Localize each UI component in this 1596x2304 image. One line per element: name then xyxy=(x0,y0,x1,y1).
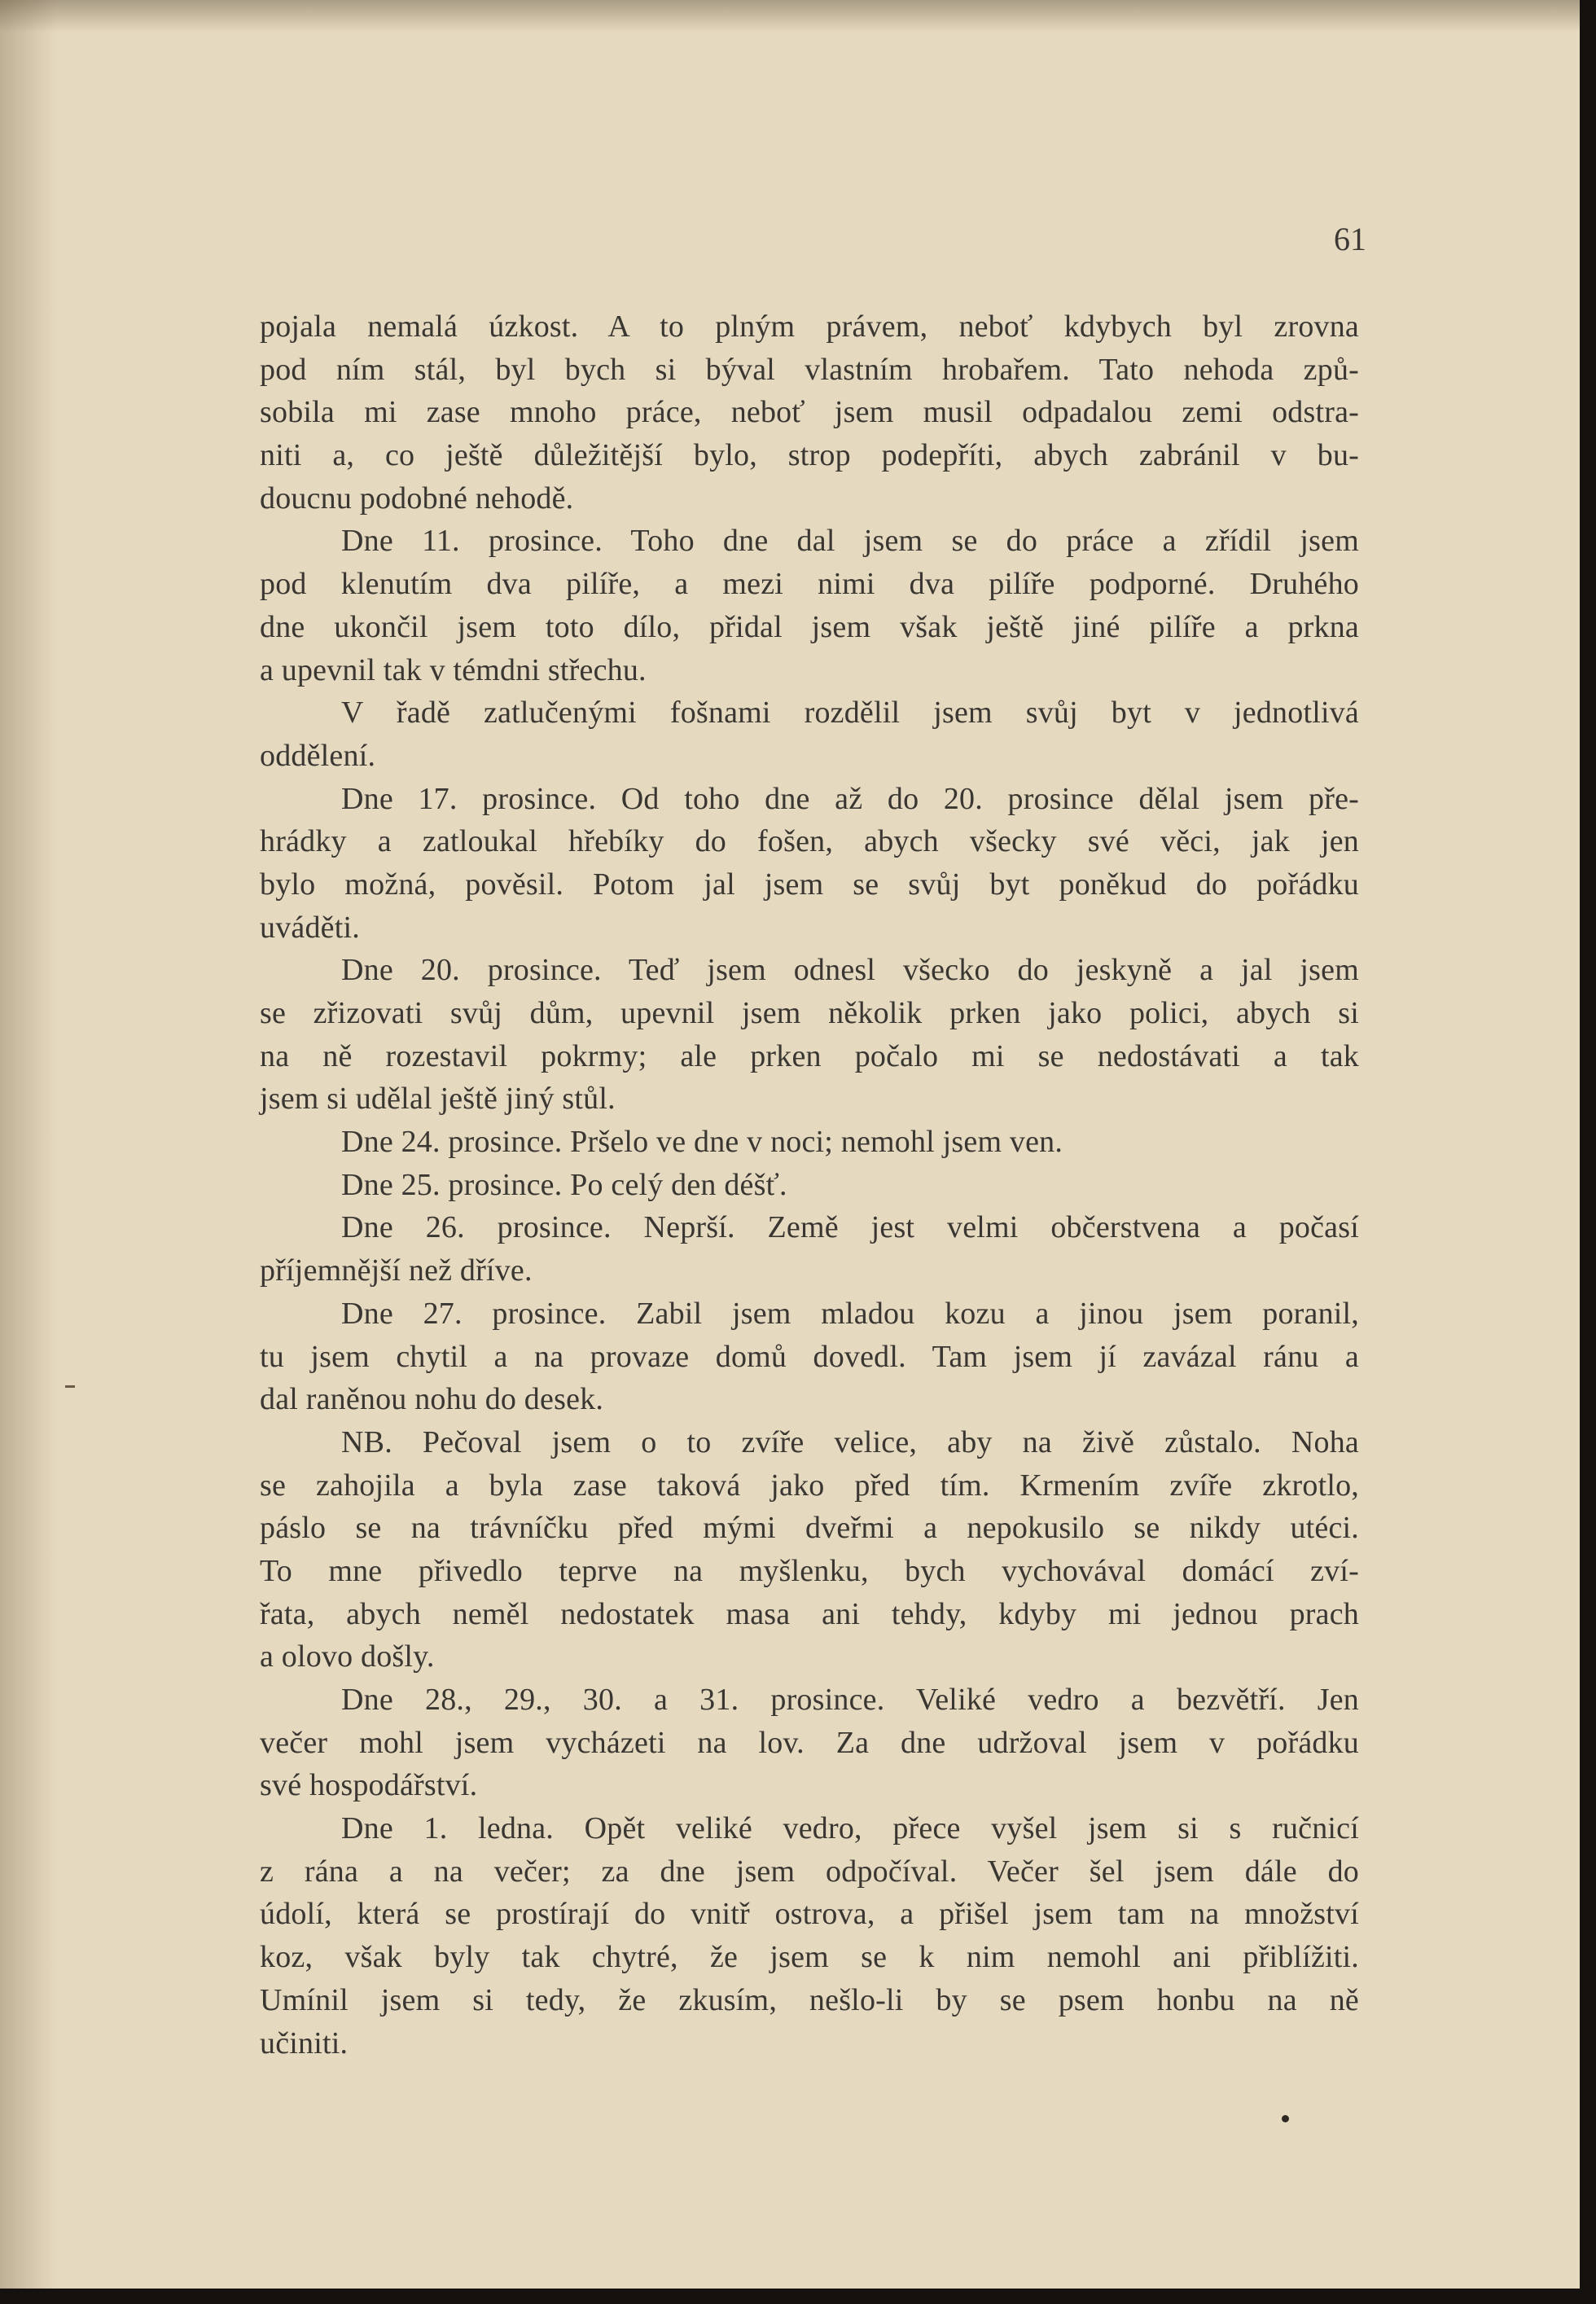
text-line: učiniti. xyxy=(260,2025,349,2060)
text-line: bylo možná, pověsil. Potom jal jsem se svůj byt poněkud do pořádku xyxy=(260,867,1359,902)
text-line: Umínil jsem si tedy, že zkusím, nešlo-li by se psem honbu na ně xyxy=(260,1982,1359,2017)
text-line: jsem si udělal ještě jiný stůl. xyxy=(260,1082,616,1117)
text-line: Dne 20. prosince. Teď jsem odnesl všecko do jeskyně a jal jsem xyxy=(341,953,1359,988)
text-line: údolí, která se prostírají do vnitř ostrova, a přišel jsem tam na množství xyxy=(260,1897,1359,1932)
text-line: se zahojila a byla zase taková jako před tím. Krmením zvíře zkrotlo, xyxy=(260,1468,1359,1503)
text-line: Dne 28., 29., 30. a 31. prosince. Veliké vedro a bezvětří. Jen xyxy=(341,1683,1359,1717)
text-line: hrádky a zatloukal hřebíky do fošen, abych všecky své věci, jak jen xyxy=(260,824,1359,859)
text-line: V řadě zatlučenými fošnami rozdělil jsem svůj byt v jednotlivá xyxy=(341,696,1359,731)
text-line: na ně rozestavil pokrmy; ale prken počalo mi se nedostávati a tak xyxy=(260,1038,1359,1073)
text-line: uváděti. xyxy=(260,910,360,945)
scan-border-right xyxy=(1580,0,1596,2304)
text-line: a olovo došly. xyxy=(260,1639,435,1674)
text-line: páslo se na trávníčku před mými dveřmi a nepokusilo se nikdy utéci. xyxy=(260,1511,1359,1546)
text-line: doucnu podobné nehodě. xyxy=(260,481,574,516)
text-line: a upevnil tak v témdni střechu. xyxy=(260,652,647,687)
text-line: Dne 25. prosince. Po celý den déšť. xyxy=(341,1167,787,1202)
text-line: příjemnější než dříve. xyxy=(260,1253,533,1288)
text-line: pojala nemalá úzkost. A to plným právem, neboť kdybych byl zrovna xyxy=(260,309,1359,344)
text-line: se zřizovati svůj dům, upevnil jsem několik prken jako polici, abych si xyxy=(260,996,1359,1030)
text-line: koz, však byly tak chytré, že jsem se k nim nemohl ani přiblížiti. xyxy=(260,1940,1359,1975)
body-text xyxy=(260,305,1359,2065)
text-line: niti a, co ještě důležitější bylo, strop podepříti, abych zabránil v bu- xyxy=(260,438,1359,473)
scan-border-bottom xyxy=(0,2289,1596,2304)
text-line: pod ním stál, byl bych si býval vlastním hrobařem. Tato nehoda způ- xyxy=(260,352,1359,387)
text-line: Dne 1. ledna. Opět veliké vedro, přece vyšel jsem si s ručnicí xyxy=(341,1811,1359,1846)
text-line: oddělení. xyxy=(260,738,376,773)
text-line: Dne 11. prosince. Toho dne dal jsem se do práce a zřídil jsem xyxy=(341,524,1359,559)
text-line: Dne 24. prosince. Pršelo ve dne v noci; nemohl jsem ven. xyxy=(341,1125,1063,1160)
ink-dot xyxy=(1282,2115,1289,2122)
page-number: 61 xyxy=(1334,221,1366,257)
margin-mark xyxy=(65,1385,75,1388)
text-line: To mne přivedlo teprve na myšlenku, bych vychovával domácí zví- xyxy=(260,1553,1359,1588)
text-line: Dne 26. prosince. Neprší. Země jest velmi občerstvena a počasí xyxy=(341,1210,1359,1245)
text-line: Dne 17. prosince. Od toho dne až do 20. prosince dělal jsem pře- xyxy=(341,781,1359,816)
text-line: sobila mi zase mnoho práce, neboť jsem musil odpadalou zemi odstra- xyxy=(260,395,1359,430)
text-line: večer mohl jsem vycházeti na lov. Za dne udržoval jsem v pořádku xyxy=(260,1725,1359,1760)
text-line: pod klenutím dva pilíře, a mezi nimi dva pilíře podporné. Druhého xyxy=(260,567,1359,602)
text-line: dne ukončil jsem toto dílo, přidal jsem však ještě jiné pilíře a prkna xyxy=(260,609,1359,644)
text-line: dal raněnou nohu do desek. xyxy=(260,1382,604,1417)
text-line: řata, abych neměl nedostatek masa ani tehdy, kdyby mi jednou prach xyxy=(260,1596,1359,1631)
text-line: tu jsem chytil a na provaze domů dovedl. Tam jsem jí zavázal ránu a xyxy=(260,1339,1359,1374)
text-line: Dne 27. prosince. Zabil jsem mladou kozu a jinou jsem poranil, xyxy=(341,1296,1359,1331)
text-line: své hospodářství. xyxy=(260,1768,478,1803)
text-line: z rána a na večer; za dne jsem odpočíval. Večer šel jsem dále do xyxy=(260,1854,1359,1889)
text-line: NB. Pečoval jsem o to zvíře velice, aby na živě zůstalo. Noha xyxy=(341,1424,1359,1459)
